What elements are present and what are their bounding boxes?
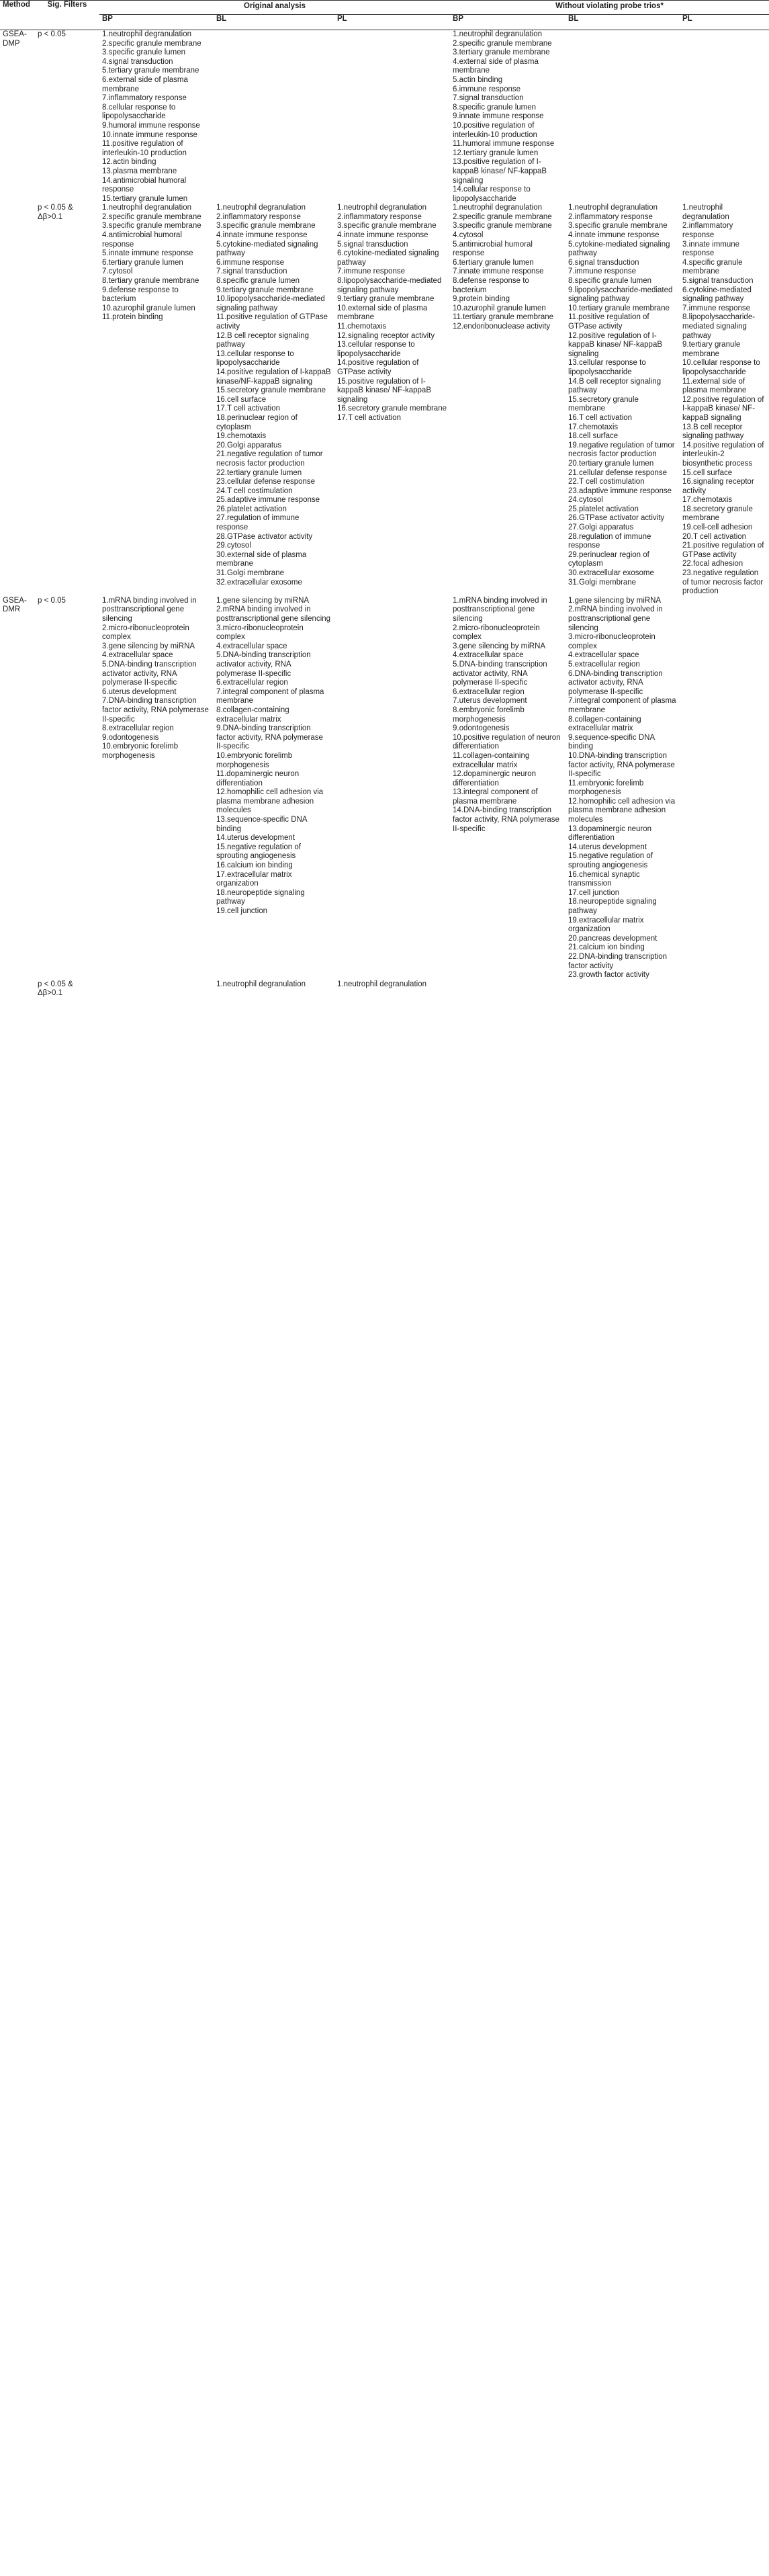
sig-filter-cell: p < 0.05 bbox=[38, 30, 66, 38]
go-term: 12.homophilic cell adhesion via plasma membrane adhesion molecules bbox=[568, 797, 676, 824]
go-term: 1.mRNA binding involved in posttranscriptional gene silencing bbox=[453, 596, 547, 623]
go-term: 9.sequence-specific DNA binding bbox=[568, 733, 655, 751]
go-term: 9.DNA-binding transcription factor activity, RNA polymerase II-specific bbox=[216, 724, 323, 751]
go-term: 26.GTPase activator activity bbox=[568, 514, 665, 523]
header-orig-bp: BP bbox=[99, 15, 214, 30]
go-term: 11.chemotaxis bbox=[337, 323, 387, 331]
go-term: 15.tertiary granule lumen bbox=[102, 194, 188, 203]
table-row bbox=[0, 204, 769, 597]
go-term: 14.positive regulation of I-kappaB kinase/NF-kappaB signaling bbox=[216, 368, 331, 386]
go-term: 8.cellular response to lipopolysaccharide bbox=[102, 103, 176, 121]
go-term: 12.dopaminergic neuron differentiation bbox=[453, 770, 537, 787]
go-term: 6.immune response bbox=[216, 258, 284, 267]
header-orig-bl: BL bbox=[214, 15, 334, 30]
go-term: 9.odontogenesis bbox=[453, 724, 510, 733]
term-cell-orig-bl bbox=[214, 980, 334, 998]
go-term: 5.innate immune response bbox=[102, 249, 193, 258]
term-cell-orig-bl bbox=[214, 204, 334, 597]
go-term: 28.GTPase activator activity bbox=[216, 532, 313, 541]
go-term: 18.cell surface bbox=[568, 432, 619, 441]
go-term: 23.adaptive immune response bbox=[568, 486, 672, 495]
go-term: 11.positive regulation of GTPase activity bbox=[216, 313, 328, 331]
go-term: 10.embryonic forelimb morphogenesis bbox=[216, 751, 293, 769]
go-term: 3.specific granule membrane bbox=[102, 222, 201, 230]
go-term: 4.specific granule membrane bbox=[682, 258, 743, 276]
go-term: 3.gene silencing by miRNA bbox=[453, 642, 546, 650]
go-term: 10.lipopolysaccharide-mediated signaling pathway bbox=[216, 295, 325, 312]
method-cell: GSEA-DMP bbox=[3, 30, 27, 48]
go-term: 31.Golgi membrane bbox=[568, 578, 637, 587]
go-term: 12.homophilic cell adhesion via plasma membrane adhesion molecules bbox=[216, 788, 324, 815]
go-term: 7.DNA-binding transcription factor activity, RNA polymerase II-specific bbox=[102, 697, 209, 724]
go-term: 15.negative regulation of sprouting angiogenesis bbox=[216, 843, 301, 861]
go-term: 19.extracellular matrix organization bbox=[568, 916, 644, 934]
go-term: 5.actin binding bbox=[453, 75, 503, 84]
go-term: 2.inflammatory response bbox=[682, 222, 733, 240]
go-term: 23.growth factor activity bbox=[568, 971, 649, 980]
go-term: 11.positive regulation of interleukin-10 production bbox=[102, 140, 187, 157]
go-term: 12.tertiary granule lumen bbox=[453, 148, 539, 157]
go-term: 4.innate immune response bbox=[216, 231, 308, 240]
go-term: 10.DNA-binding transcription factor activity, RNA polymerase II-specific bbox=[568, 751, 675, 779]
go-term: 6.DNA-binding transcription activator activity, RNA polymerase II-specific bbox=[568, 669, 663, 696]
go-term: 10.innate immune response bbox=[102, 130, 197, 139]
go-term: 1.gene silencing by miRNA bbox=[568, 596, 662, 605]
go-term: 20.Golgi apparatus bbox=[216, 441, 282, 449]
go-term: 11.protein binding bbox=[102, 313, 163, 322]
header-orig-pl: PL bbox=[334, 15, 450, 30]
go-term: 9.tertiary granule membrane bbox=[216, 286, 314, 294]
go-term: 2.inflammatory response bbox=[337, 212, 422, 221]
go-term: 29.perinuclear region of cytoplasm bbox=[568, 550, 649, 568]
go-term: 13.cellular response to lipopolysaccharide bbox=[216, 349, 294, 368]
go-term: 4.extracellular space bbox=[568, 651, 639, 660]
go-term: 2.micro-ribonucleoprotein complex bbox=[102, 624, 189, 642]
go-term: 7.integral component of plasma membrane bbox=[216, 687, 324, 705]
go-term: 4.innate immune response bbox=[337, 231, 428, 240]
go-term: 8.specific granule lumen bbox=[453, 103, 537, 112]
go-term: 7.innate immune response bbox=[453, 267, 544, 276]
go-term: 9.tertiary granule membrane bbox=[337, 295, 435, 304]
term-cell-wo-pl bbox=[680, 204, 769, 597]
go-term: 1.neutrophil degranulation bbox=[102, 204, 191, 212]
go-term: 1.neutrophil degranulation bbox=[568, 204, 658, 212]
go-term: 23.negative regulation of tumor necrosis factor production bbox=[682, 569, 764, 596]
go-term: 22.tertiary granule lumen bbox=[216, 468, 302, 477]
go-term: 11.collagen-containing extracellular matrix bbox=[453, 751, 530, 769]
go-term: 13.B cell receptor signaling pathway bbox=[682, 423, 744, 441]
go-term: 12.B cell receptor signaling pathway bbox=[216, 331, 310, 349]
go-term: 25.adaptive immune response bbox=[216, 496, 320, 505]
term-cell-wo-bp bbox=[450, 597, 566, 980]
go-term: 2.specific granule membrane bbox=[453, 39, 552, 48]
go-term: 1.neutrophil degranulation bbox=[337, 980, 426, 988]
go-term: 13.integral component of plasma membrane bbox=[453, 788, 538, 806]
go-term: 18.neuropeptide signaling pathway bbox=[216, 888, 305, 906]
go-term: 1.neutrophil degranulation bbox=[682, 204, 729, 221]
go-term: 23.cellular defense response bbox=[216, 478, 316, 486]
go-term: 5.DNA-binding transcription activator activity, RNA polymerase II-specific bbox=[216, 651, 311, 678]
go-term: 13.plasma membrane bbox=[102, 167, 177, 175]
go-term: 6.tertiary granule lumen bbox=[453, 258, 534, 267]
method-cell: GSEA-DMR bbox=[3, 596, 27, 614]
go-term: 16.T cell activation bbox=[568, 413, 633, 422]
go-term: 9.lipopolysaccharide-mediated signaling pathway bbox=[568, 286, 673, 304]
go-term: 13.cellular response to lipopolysaccharide bbox=[337, 341, 415, 358]
go-term: 7.integral component of plasma membrane bbox=[568, 697, 676, 714]
go-term: 8.tertiary granule membrane bbox=[102, 277, 199, 286]
go-term: 32.extracellular exosome bbox=[216, 578, 302, 587]
go-term: 3.innate immune response bbox=[682, 240, 740, 258]
go-term: 12.actin binding bbox=[102, 158, 156, 167]
go-term: 11.dopaminergic neuron differentiation bbox=[216, 770, 300, 787]
term-cell-wo-bl bbox=[566, 204, 680, 597]
go-term: 12.signaling receptor activity bbox=[337, 331, 435, 340]
go-term: 27.Golgi apparatus bbox=[568, 523, 634, 532]
go-term: 14.positive regulation of GTPase activity bbox=[337, 359, 419, 376]
go-term: 8.embryonic forelimb morphogenesis bbox=[453, 705, 525, 724]
go-term: 10.tertiary granule membrane bbox=[568, 304, 670, 312]
go-term: 4.innate immune response bbox=[568, 231, 660, 240]
go-term: 5.cytokine-mediated signaling pathway bbox=[216, 240, 318, 258]
go-term: 14.cellular response to lipopolysaccharide bbox=[453, 185, 531, 203]
go-term: 24.T cell costimulation bbox=[216, 486, 293, 495]
sig-filter-cell: p < 0.05 & Δβ>0.1 bbox=[38, 980, 73, 998]
method-cell bbox=[0, 980, 35, 998]
go-term: 5.tertiary granule membrane bbox=[102, 67, 199, 75]
go-term: 31.Golgi membrane bbox=[216, 569, 284, 578]
go-term: 24.cytosol bbox=[568, 496, 603, 505]
go-term: 16.cell surface bbox=[216, 395, 267, 404]
go-term: 19.cell junction bbox=[216, 907, 268, 915]
go-term: 10.embryonic forelimb morphogenesis bbox=[102, 742, 179, 760]
term-cell-orig-bl bbox=[214, 597, 334, 980]
go-term: 10.external side of plasma membrane bbox=[337, 304, 428, 322]
go-term: 3.specific granule membrane bbox=[453, 222, 552, 230]
go-term: 1.mRNA binding involved in posttranscriptional gene silencing bbox=[102, 596, 197, 623]
table-row bbox=[0, 597, 769, 980]
go-term: 2.specific granule membrane bbox=[102, 212, 201, 221]
go-term: 18.perinuclear region of cytoplasm bbox=[216, 413, 298, 431]
go-term: 13.sequence-specific DNA binding bbox=[216, 816, 307, 833]
go-term: 10.positive regulation of interleukin-10 production bbox=[453, 121, 537, 139]
method-cell bbox=[0, 204, 35, 597]
go-term: 2.inflammatory response bbox=[568, 212, 653, 221]
term-cell-orig-bp bbox=[99, 30, 214, 204]
go-term: 6.uterus development bbox=[102, 687, 177, 696]
term-cell-wo-pl bbox=[680, 597, 769, 980]
go-term: 6.cytokine-mediated signaling pathway bbox=[337, 249, 439, 267]
go-term: 19.cell-cell adhesion bbox=[682, 523, 753, 532]
go-term: 15.cell surface bbox=[682, 468, 733, 477]
go-term: 7.immune response bbox=[568, 267, 637, 276]
go-term: 17.cell junction bbox=[568, 888, 620, 897]
go-term: 8.lipopolysaccharide-mediated signaling pathway bbox=[682, 313, 756, 340]
go-term: 14.antimicrobial humoral response bbox=[102, 176, 187, 194]
go-term: 6.external side of plasma membrane bbox=[102, 75, 188, 93]
go-term: 21.cellular defense response bbox=[568, 468, 668, 477]
go-term: 12.positive regulation of I-kappaB kinase/ NF-kappaB signaling bbox=[682, 395, 764, 422]
table-row bbox=[0, 980, 769, 998]
term-cell-wo-bp bbox=[450, 30, 566, 204]
header-method: Method bbox=[0, 1, 35, 30]
go-term: 13.positive regulation of I-kappaB kinase/ NF-kappaB signaling bbox=[453, 158, 547, 185]
go-term: 5.cytokine-mediated signaling pathway bbox=[568, 240, 670, 258]
go-term: 6.immune response bbox=[453, 85, 521, 93]
go-term: 9.innate immune response bbox=[453, 112, 544, 121]
term-cell-orig-bp bbox=[99, 204, 214, 597]
go-term: 5.antimicrobial humoral response bbox=[453, 240, 533, 258]
go-term: 21.negative regulation of tumor necrosis factor production bbox=[216, 450, 323, 468]
go-term: 6.extracellular region bbox=[216, 679, 288, 687]
go-term: 2.mRNA binding involved in posttranscriptional gene silencing bbox=[568, 605, 663, 632]
go-term: 4.external side of plasma membrane bbox=[453, 57, 539, 75]
go-term: 3.specific granule membrane bbox=[216, 222, 316, 230]
go-term: 9.odontogenesis bbox=[102, 733, 159, 742]
go-term: 4.antimicrobial humoral response bbox=[102, 231, 182, 249]
go-term: 1.neutrophil degranulation bbox=[337, 204, 426, 212]
header-original-analysis: Original analysis bbox=[99, 1, 450, 15]
go-term: 3.specific granule lumen bbox=[102, 48, 186, 57]
go-term: 15.positive regulation of I-kappaB kinase/ NF-kappaB signaling bbox=[337, 377, 431, 404]
header-wo-bp: BP bbox=[450, 15, 566, 30]
go-term: 8.lipopolysaccharide-mediated signaling pathway bbox=[337, 277, 442, 294]
go-term: 11.humoral immune response bbox=[453, 140, 555, 148]
go-term: 9.humoral immune response bbox=[102, 121, 200, 130]
go-term: 5.DNA-binding transcription activator activity, RNA polymerase II-specific bbox=[102, 660, 197, 687]
go-term: 16.secretory granule membrane bbox=[337, 404, 447, 413]
go-term: 10.azurophil granule lumen bbox=[102, 304, 195, 312]
results-table bbox=[0, 0, 769, 998]
term-cell-wo-pl bbox=[680, 30, 769, 204]
go-term: 26.platelet activation bbox=[216, 505, 287, 513]
term-cell-wo-bl bbox=[566, 980, 680, 998]
go-term: 2.specific granule membrane bbox=[453, 212, 552, 221]
go-term: 3.micro-ribonucleoprotein complex bbox=[216, 624, 304, 642]
go-term: 16.signaling receptor activity bbox=[682, 478, 754, 495]
go-term: 8.specific granule lumen bbox=[568, 277, 652, 286]
go-term: 1.neutrophil degranulation bbox=[453, 30, 543, 38]
go-term: 22.T cell costimulation bbox=[568, 478, 645, 486]
go-term: 5.signal transduction bbox=[682, 277, 754, 286]
table-body bbox=[0, 30, 769, 998]
go-term: 7.inflammatory response bbox=[102, 94, 187, 103]
go-term: 14.uterus development bbox=[216, 834, 295, 843]
go-term: 3.specific granule membrane bbox=[568, 222, 668, 230]
go-term: 14.DNA-binding transcription factor activity, RNA polymerase II-specific bbox=[453, 806, 559, 833]
header-sig-filters: Sig. Filters bbox=[35, 1, 99, 30]
go-term: 3.gene silencing by miRNA bbox=[102, 642, 195, 650]
go-term: 12.positive regulation of I-kappaB kinase/ NF-kappaB signaling bbox=[568, 331, 663, 358]
go-term: 7.immune response bbox=[682, 304, 751, 312]
term-cell-orig-pl bbox=[334, 30, 450, 204]
term-cell-orig-bl bbox=[214, 30, 334, 204]
go-term: 9.tertiary granule membrane bbox=[682, 341, 741, 358]
term-cell-orig-bp bbox=[99, 980, 214, 998]
go-term: 20.tertiary granule lumen bbox=[568, 459, 654, 468]
go-term: 27.regulation of immune response bbox=[216, 514, 300, 532]
go-term: 15.secretory granule membrane bbox=[216, 386, 326, 395]
go-term: 4.extracellular space bbox=[102, 651, 173, 660]
go-term: 15.negative regulation of sprouting angiogenesis bbox=[568, 852, 653, 870]
go-term: 14.B cell receptor signaling pathway bbox=[568, 377, 662, 395]
header-wo-pl: PL bbox=[680, 15, 769, 30]
go-term: 1.neutrophil degranulation bbox=[453, 204, 543, 212]
go-term: 19.chemotaxis bbox=[216, 432, 267, 441]
go-term: 21.calcium ion binding bbox=[568, 943, 645, 952]
go-term: 5.signal transduction bbox=[337, 240, 408, 249]
go-term: 7.signal transduction bbox=[216, 267, 287, 276]
go-term: 2.mRNA binding involved in posttranscriptional gene silencing bbox=[216, 605, 331, 623]
go-term: 5.DNA-binding transcription activator activity, RNA polymerase II-specific bbox=[453, 660, 547, 687]
go-term: 14.positive regulation of interleukin-2 biosynthetic process bbox=[682, 441, 764, 468]
go-term: 3.tertiary granule membrane bbox=[453, 48, 550, 57]
term-cell-orig-pl bbox=[334, 204, 450, 597]
go-term: 9.protein binding bbox=[453, 295, 510, 304]
go-term: 8.specific granule lumen bbox=[216, 277, 300, 286]
go-term: 7.uterus development bbox=[453, 697, 527, 705]
go-term: 22.focal adhesion bbox=[682, 560, 743, 568]
go-term: 17.T cell activation bbox=[216, 404, 281, 413]
go-term: 17.chemotaxis bbox=[682, 496, 733, 505]
go-term: 6.tertiary granule lumen bbox=[102, 258, 183, 267]
go-term: 10.positive regulation of neuron differentiation bbox=[453, 733, 561, 751]
term-cell-wo-bp bbox=[450, 204, 566, 597]
go-term: 11.external side of plasma membrane bbox=[682, 377, 747, 395]
go-term: 12.endoribonuclease activity bbox=[453, 323, 551, 331]
go-term: 29.cytosol bbox=[216, 542, 251, 550]
go-term: 30.extracellular exosome bbox=[568, 569, 654, 578]
go-term: 11.positive regulation of GTPase activity bbox=[568, 313, 649, 331]
go-term: 1.neutrophil degranulation bbox=[216, 204, 306, 212]
go-term: 8.collagen-containing extracellular matrix bbox=[568, 715, 641, 733]
go-term: 2.specific granule membrane bbox=[102, 39, 201, 48]
go-term: 10.cellular response to lipopolysaccharide bbox=[682, 359, 760, 376]
go-term: 1.gene silencing by miRNA bbox=[216, 596, 310, 605]
go-term: 8.defense response to bacterium bbox=[453, 277, 529, 294]
go-term: 19.negative regulation of tumor necrosis factor production bbox=[568, 441, 675, 459]
go-term: 9.defense response to bacterium bbox=[102, 286, 179, 304]
go-term: 17.extracellular matrix organization bbox=[216, 870, 292, 888]
go-term: 20.pancreas development bbox=[568, 934, 658, 943]
go-term: 8.extracellular region bbox=[102, 724, 174, 733]
go-term: 16.chemical synaptic transmission bbox=[568, 870, 640, 888]
go-term: 5.extracellular region bbox=[568, 660, 640, 669]
header-wo-bl: BL bbox=[566, 15, 680, 30]
go-term: 3.micro-ribonucleoprotein complex bbox=[568, 633, 655, 650]
go-term: 4.extracellular space bbox=[453, 651, 524, 660]
term-cell-orig-bp bbox=[99, 597, 214, 980]
go-term: 21.positive regulation of GTPase activity bbox=[682, 542, 764, 559]
go-term: 11.embryonic forelimb morphogenesis bbox=[568, 779, 644, 797]
go-term: 13.dopaminergic neuron differentiation bbox=[568, 824, 652, 843]
go-term: 18.secretory granule membrane bbox=[682, 505, 753, 523]
go-term: 17.T cell activation bbox=[337, 413, 402, 422]
go-term: 25.platelet activation bbox=[568, 505, 639, 513]
term-cell-orig-pl bbox=[334, 597, 450, 980]
go-term: 6.signal transduction bbox=[568, 258, 639, 267]
go-term: 6.extracellular region bbox=[453, 687, 525, 696]
sig-filter-cell: p < 0.05 bbox=[38, 596, 66, 605]
go-term: 4.signal transduction bbox=[102, 57, 173, 66]
go-term: 7.signal transduction bbox=[453, 94, 524, 103]
go-term: 17.chemotaxis bbox=[568, 423, 619, 431]
go-term: 15.secretory granule membrane bbox=[568, 395, 639, 413]
go-term: 28.regulation of immune response bbox=[568, 532, 651, 550]
header-without-violating: Without violating probe trios* bbox=[450, 1, 769, 15]
go-term: 4.cytosol bbox=[453, 231, 484, 240]
go-term: 16.calcium ion binding bbox=[216, 861, 293, 870]
table-row bbox=[0, 30, 769, 204]
go-term: 13.cellular response to lipopolysaccharide bbox=[568, 359, 646, 376]
go-term: 1.neutrophil degranulation bbox=[216, 980, 306, 988]
sig-filter-cell: p < 0.05 & Δβ>0.1 bbox=[38, 204, 73, 221]
term-cell-orig-pl bbox=[334, 980, 450, 998]
term-cell-wo-bl bbox=[566, 30, 680, 204]
go-term: 14.uterus development bbox=[568, 843, 647, 851]
go-term: 30.external side of plasma membrane bbox=[216, 550, 307, 568]
go-term: 2.inflammatory response bbox=[216, 212, 301, 221]
term-cell-wo-bp bbox=[450, 980, 566, 998]
go-term: 6.cytokine-mediated signaling pathway bbox=[682, 286, 752, 304]
go-term: 22.DNA-binding transcription factor activity bbox=[568, 952, 668, 970]
go-term: 11.tertiary granule membrane bbox=[453, 313, 554, 322]
go-term: 7.immune response bbox=[337, 267, 405, 276]
go-term: 10.azurophil granule lumen bbox=[453, 304, 546, 312]
go-term: 3.specific granule membrane bbox=[337, 222, 437, 230]
term-cell-wo-bl bbox=[566, 597, 680, 980]
term-cell-wo-pl bbox=[680, 980, 769, 998]
go-term: 2.micro-ribonucleoprotein complex bbox=[453, 624, 540, 642]
go-term: 1.neutrophil degranulation bbox=[102, 30, 191, 38]
go-term: 4.extracellular space bbox=[216, 642, 287, 650]
go-term: 18.neuropeptide signaling pathway bbox=[568, 898, 657, 915]
go-term: 7.cytosol bbox=[102, 267, 133, 276]
go-term: 20.T cell activation bbox=[682, 532, 747, 541]
go-term: 8.collagen-containing extracellular matrix bbox=[216, 705, 289, 724]
